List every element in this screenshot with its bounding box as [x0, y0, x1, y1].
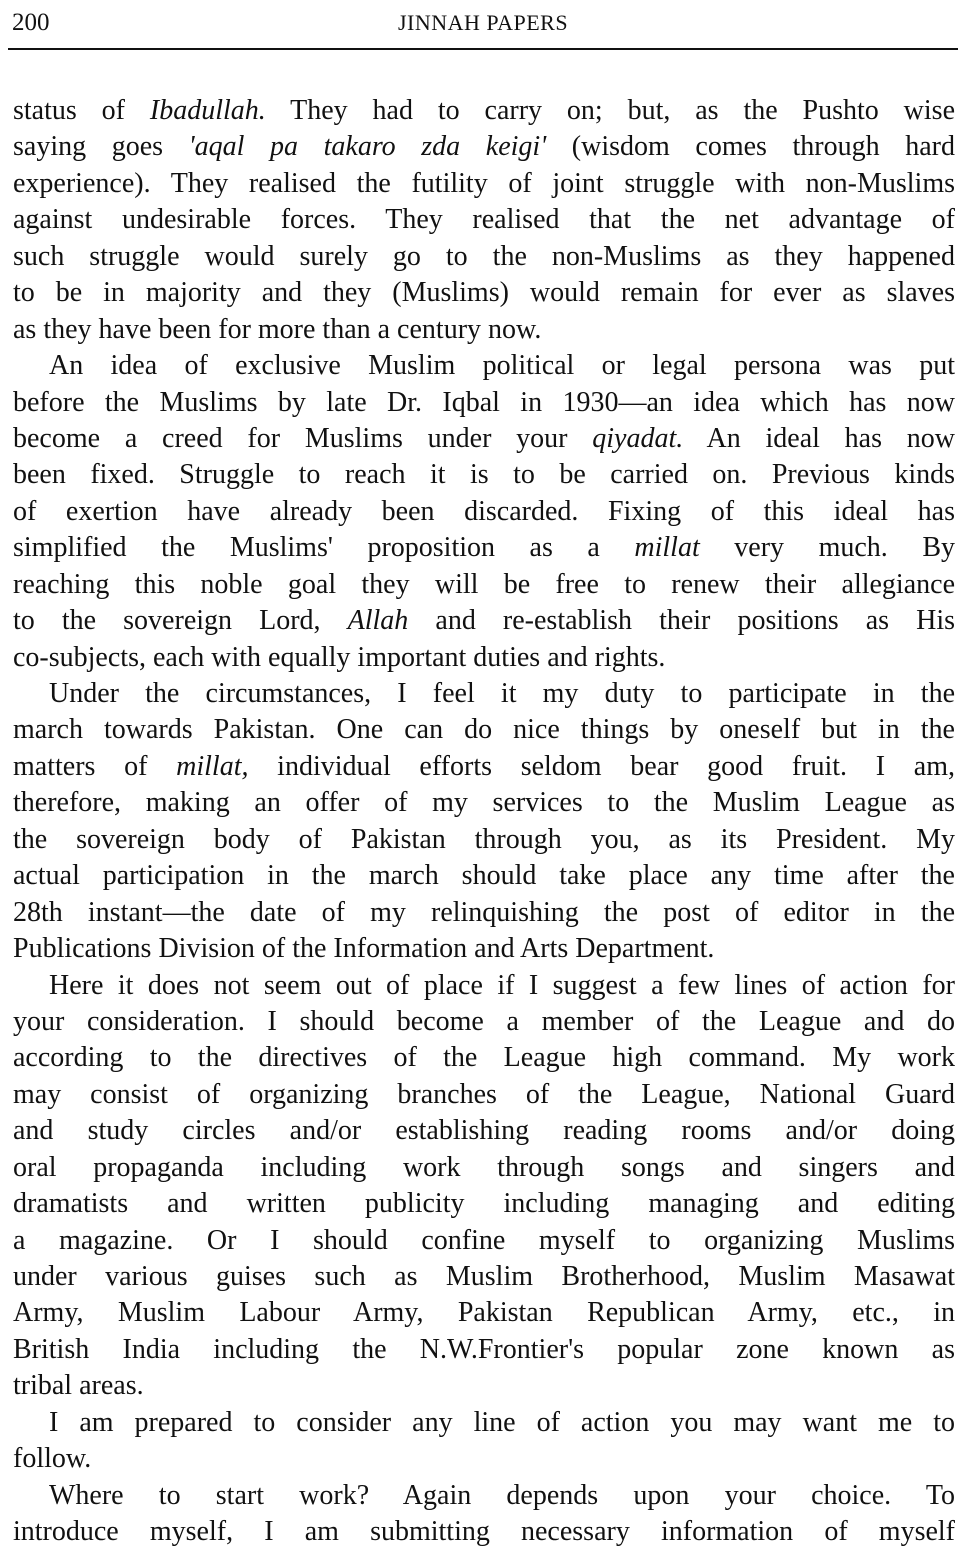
text-line: Under the circumstances, I feel it my duty to participate in the	[49, 678, 955, 709]
running-title: JINNAH PAPERS	[397, 10, 569, 35]
text-line: against undesirable forces. They realised that the net advantage of	[13, 204, 955, 236]
text-line: become a creed for Muslims under your qiyadat. An ideal has now	[13, 422, 955, 454]
text-line: of exertion have already been discarded. Fixing of this ideal has	[13, 495, 955, 527]
text-line: British India including the N.W.Frontier's popular zone known as	[13, 1333, 955, 1365]
text-line: saying goes 'aqal pa takaro zda keigi' (wisdom comes through hard	[13, 131, 955, 163]
text-line: matters of millat, individual efforts seldom bear good fruit. I am,	[13, 750, 955, 782]
text-line: to be in majority and they (Muslims) would remain for ever as slaves	[13, 277, 955, 309]
text-line: follow.	[13, 1443, 92, 1475]
text-line: tribal areas.	[13, 1370, 144, 1402]
body-text	[13, 93, 955, 1551]
text-line: An idea of exclusive Muslim political or legal persona was put	[49, 350, 955, 382]
text-line: under various guises such as Muslim Brotherhood, Muslim Masawat	[13, 1261, 955, 1292]
text-line: I am prepared to consider any line of action you may want me to	[49, 1406, 955, 1438]
header-rule	[8, 48, 958, 50]
text-line: co-subjects, each with equally important duties and rights.	[13, 641, 666, 673]
text-line: as they have been for more than a century now.	[13, 313, 542, 345]
page-number: 200	[12, 9, 50, 36]
text-line: status of Ibadullah. They had to carry on; but, as the Pushto wise	[13, 95, 955, 126]
page-header	[12, 8, 954, 44]
text-line: experience). They realised the futility of joint struggle with non-Muslims	[13, 167, 955, 199]
text-line: your consideration. I should become a member of the League and do	[13, 1005, 955, 1037]
text-line: reaching this noble goal they will be free to renew their allegiance	[13, 568, 955, 600]
text-line: been fixed. Struggle to reach it is to be carried on. Previous kinds	[13, 459, 955, 491]
text-line: oral propaganda including work through songs and singers and	[13, 1151, 955, 1183]
text-line: Army, Muslim Labour Army, Pakistan Republican Army, etc., in	[13, 1297, 955, 1329]
text-line: simplified the Muslims' proposition as a millat very much. By	[13, 532, 955, 564]
text-line: dramatists and written publicity including managing and editing	[13, 1188, 955, 1220]
text-line: Here it does not seem out of place if I suggest a few lines of action for	[49, 969, 955, 1001]
text-line: such struggle would surely go to the non-Muslims as they happened	[13, 240, 955, 272]
text-line: the sovereign body of Pakistan through you, as its President. My	[13, 823, 955, 855]
text-line: a magazine. Or I should confine myself to organizing Muslims	[13, 1224, 955, 1256]
text-line: therefore, making an offer of my services to the Muslim League as	[13, 787, 955, 819]
text-line: according to the directives of the League high command. My work	[13, 1042, 955, 1074]
text-line: to the sovereign Lord, Allah and re-establish their positions as His	[13, 605, 955, 637]
text-line: introduce myself, I am submitting necessary information of myself	[13, 1516, 955, 1548]
text-line: Where to start work? Again depends upon your choice. To	[49, 1479, 955, 1511]
text-line: actual participation in the march should take place any time after the	[13, 860, 955, 892]
text-line: Publications Division of the Information and Arts Department.	[13, 933, 715, 965]
text-line: may consist of organizing branches of the League, National Guard	[13, 1078, 955, 1110]
text-line: and study circles and/or establishing reading rooms and/or doing	[13, 1115, 955, 1147]
text-line: march towards Pakistan. One can do nice things by oneself but in the	[13, 714, 955, 746]
text-line: 28th instant—the date of my relinquishing the post of editor in the	[13, 896, 955, 928]
text-line: before the Muslims by late Dr. Iqbal in 1930—an idea which has now	[13, 386, 955, 418]
